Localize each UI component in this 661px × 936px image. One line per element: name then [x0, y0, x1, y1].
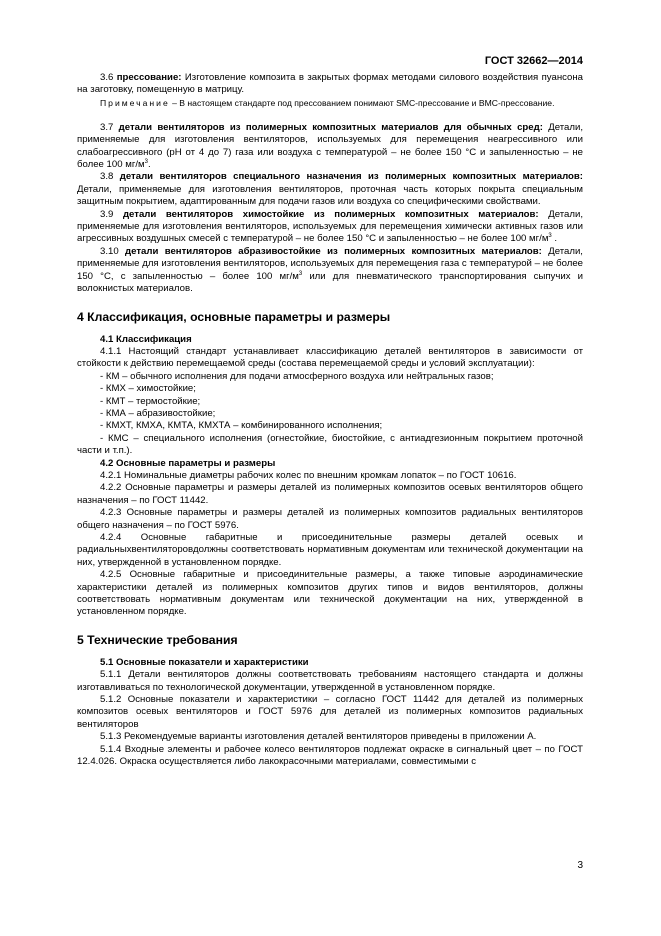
paragraph-4-2-4: 4.2.4 Основные габаритные и присоединительные размеры деталей осевых и радиальныхвентиляторовдолжны соответствовать нормативным документам или технической документации на них, утвержденной в установленном порядке.: [77, 532, 583, 568]
document-code-header: ГОСТ 32662—2014: [484, 55, 583, 67]
list-item: - КМХТ, КМХА, КМТА, КМХТА – комбинированного исполнения;: [100, 420, 383, 432]
clause-number: 3.9: [100, 208, 114, 220]
paragraph-4-1-1: 4.1.1 Настоящий стандарт устанавливает классификацию деталей вентиляторов в зависимости от стойкости к действию перемещаемой среды (состава перемещаемой среды и условий эксплуатации):: [77, 345, 583, 370]
definition-text-end: или для пневматического транспортирования сыпучих и волокнистых материалов.: [77, 270, 583, 295]
definition-3-8: [77, 171, 583, 208]
term: детали вентиляторов химостойкие из полимерных композитных материалов:: [122, 208, 539, 220]
note-label: Примечание: [100, 97, 170, 108]
list-item: - КМ – обычного исполнения для подачи атмосферного воздуха или нейтральных газов;: [100, 370, 494, 382]
page-number: 3: [577, 860, 583, 871]
term: детали вентиляторов специального назначения из полимерных композитных материалов:: [119, 171, 583, 183]
paragraph-4-2-1: 4.2.1 Номинальные диаметры рабочих колес по внешним кромкам лопаток – по ГОСТ 10616.: [100, 469, 517, 481]
definition-text-end: .: [147, 159, 151, 171]
section-5-heading: 5 Технические требования: [77, 632, 238, 647]
clause-number: 3.7: [100, 121, 114, 133]
definition-3-6: [77, 72, 583, 97]
term: прессование:: [116, 72, 182, 83]
note: [77, 98, 583, 109]
spacer: [77, 109, 583, 122]
definition-text: Детали, применяемые для изготовления вентиляторов, проточная часть которых покрыта специальным защитным покрытием, адаптированным для подачи газов или воздуха со специфическими свойствами.: [77, 183, 583, 208]
list-item: - КМТ – термостойкие;: [100, 395, 201, 407]
definition-3-10: [77, 246, 583, 296]
paragraph-4-2-2: 4.2.2 Основные параметры и размеры деталей из полимерных композитов осевых вентиляторов общего назначения – по ГОСТ 11442.: [77, 482, 583, 506]
clause-number: 3.8: [100, 171, 114, 183]
superscript: 3: [548, 233, 552, 240]
paragraph-5-1-1: 5.1.1 Детали вентиляторов должны соответствовать требованиям настоящего стандарта и должны изготавливаться по технологической документации, утвержденной в установленном порядке.: [77, 669, 583, 693]
definition-3-9: [77, 209, 583, 246]
clause-number: 3.6: [100, 72, 114, 83]
superscript: 3: [144, 159, 148, 166]
paragraph-5-1-3: 5.1.3 Рекомендуемые варианты изготовления деталей вентиляторов приведены в приложении А.: [100, 731, 537, 743]
term: детали вентиляторов из полимерных композитных материалов для обычных сред:: [118, 121, 543, 133]
subsection-5-1-heading: 5.1 Основные показатели и характеристики: [100, 656, 309, 668]
subsection-4-2-heading: 4.2 Основные параметры и размеры: [100, 457, 276, 469]
clause-number: 3.10: [100, 245, 119, 257]
subsection-4-1-heading: 4.1 Классификация: [100, 333, 192, 345]
paragraph-4-2-5: 4.2.5 Основные габаритные и присоединительные размеры, а также типовые аэродинамические характеристики деталей из полимерных композитов других типов и видов вентиляторов, должны соответствовать нормативным документам или технической документации на них, утвержденной в установленном порядке.: [77, 569, 583, 618]
superscript: 3: [298, 270, 303, 277]
paragraph-5-1-2: 5.1.2 Основные показатели и характеристики – согласно ГОСТ 11442 для деталей из полимерных композитов осевых вентиляторов и ГОСТ 5976 для деталей из полимерных композитов радиальных вентиляторов: [77, 694, 583, 730]
list-item: - КМА – абразивостойкие;: [100, 407, 216, 419]
section-4-heading: 4 Классификация, основные параметры и размеры: [77, 309, 391, 324]
list-item: - КМХ – химостойкие;: [100, 383, 196, 395]
list-item: - КМС – специального исполнения (огнестойкие, биостойкие, с антиадгезионным покрытием проточной части и т.п.).: [77, 432, 583, 457]
definition-text: Детали, применяемые для изготовления вентиляторов, используемых для перемещения химически активных газов или агрессивных воздушных смесей с температурой – не более 150 °С и запыленностью – не более 100 мг/м: [77, 208, 583, 245]
note-text: – В настоящем стандарте под прессованием понимают SMC-прессование и BMC-прессование.: [169, 97, 555, 108]
definition-text: Детали, применяемые для изготовления вентиляторов, используемых для перемещения газа с температурой – не более 150 °С, с запыленностью – более 100 мг/м: [77, 245, 583, 282]
document-body: [77, 72, 583, 769]
definition-3-7: [77, 122, 583, 172]
definition-text: Изготовление композита в закрытых формах методами силового воздействия пуансона на заготовку, помещенную в матрицу.: [77, 72, 583, 96]
definition-text: Детали, применяемые для изготовления вентиляторов, используемых для перемещения неагрессивного или слабоагрессивного (pH от 4 до 7) газа или воздуха с температурой – не более 150 °С и запыленностью – не более 100 мг/м: [77, 121, 583, 171]
definition-text-end: .: [551, 233, 558, 245]
paragraph-5-1-4: 5.1.4 Входные элементы и рабочее колесо вентиляторов подлежат окраске в сигнальный цвет – по ГОСТ 12.4.026. Окраска осуществляется либо лакокрасочными материалами, совместимыми с: [77, 743, 583, 768]
paragraph-4-2-3: 4.2.3 Основные параметры и размеры деталей из полимерных композитов радиальных вентиляторов общего назначения – по ГОСТ 5976.: [77, 507, 583, 531]
term: детали вентиляторов абразивостойкие из полимерных композитных материалов:: [125, 245, 542, 257]
